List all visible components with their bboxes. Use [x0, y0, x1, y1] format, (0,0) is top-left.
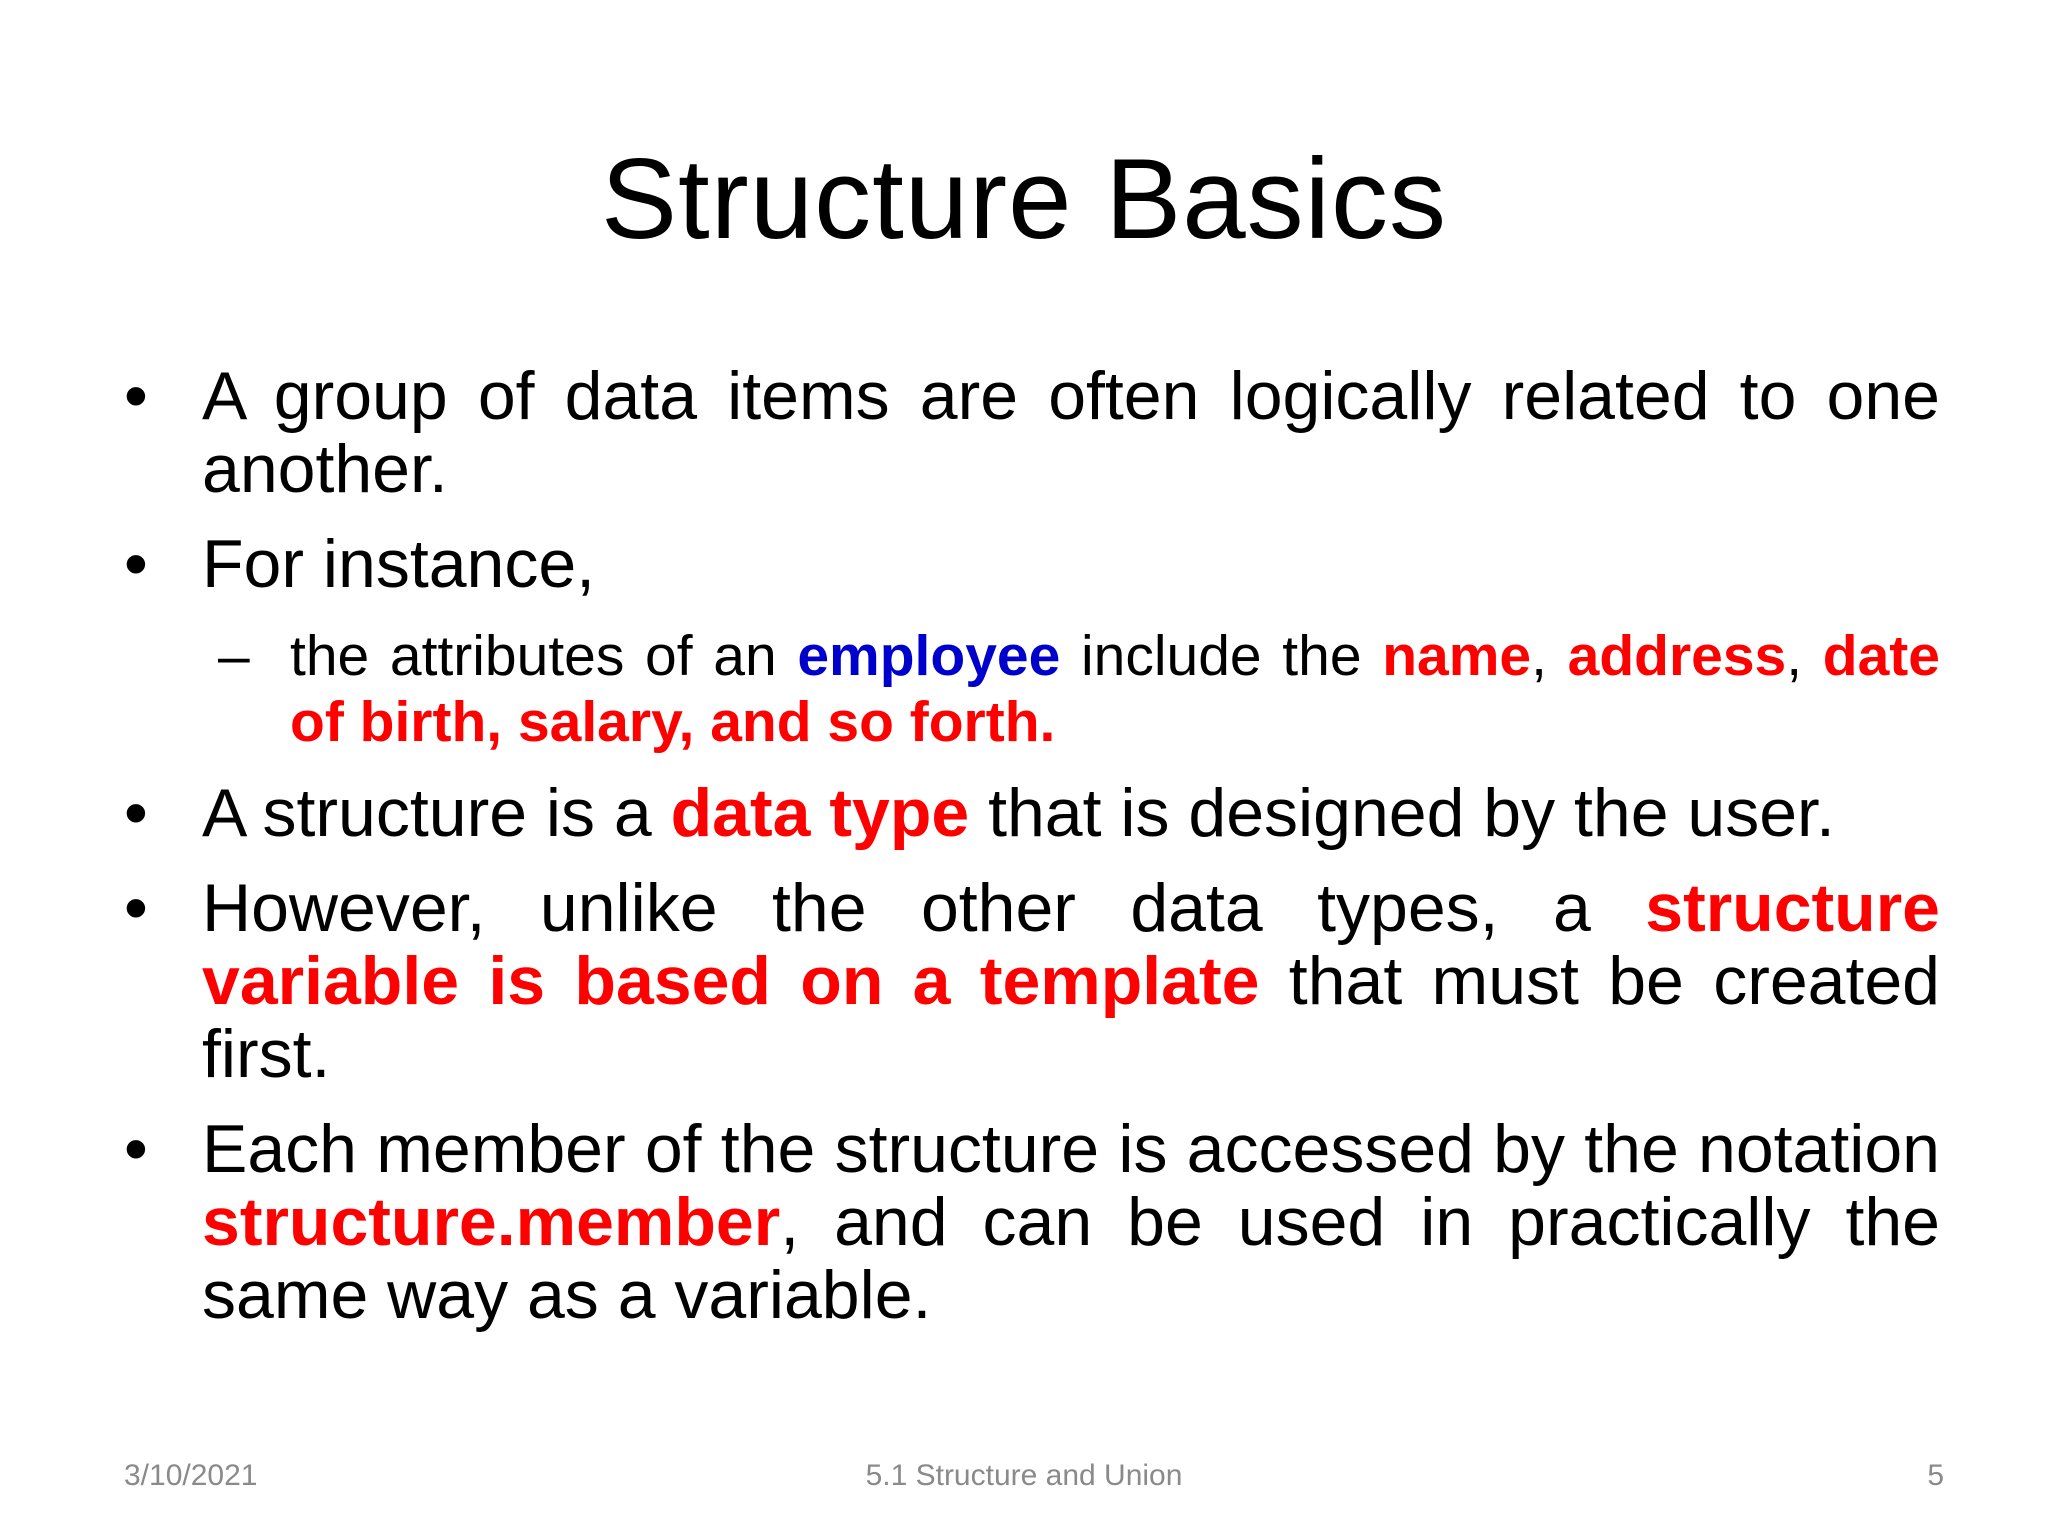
slide-title: Structure Basics [601, 136, 1447, 263]
sub-text: include the [1060, 624, 1383, 688]
highlight-attributes: date of birth, salary, and so forth. [290, 624, 1940, 754]
bullet-text: that is designed by the user. [969, 775, 1835, 851]
sub-text: , [1786, 624, 1823, 688]
bullet-item [120, 360, 1940, 506]
bullet-dot-icon: • [124, 1111, 148, 1187]
highlight-address: address [1567, 624, 1787, 688]
footer-title: 5.1 Structure and Union [865, 1459, 1183, 1492]
bullet-text: A group of data items are often logically related to one another. [202, 358, 1940, 507]
bullet-text: , and can be used in practically the same way as a variable. [202, 1184, 1940, 1333]
bullet-dot-icon: • [124, 870, 148, 946]
bullet-dot-icon: • [124, 358, 148, 434]
highlight-data-type: data type [670, 775, 970, 851]
highlight-structure-member: structure.member [202, 1184, 781, 1260]
bullet-text: that must be created first. [202, 943, 1940, 1092]
dash-bullet-icon: – [218, 624, 250, 688]
highlight-employee: employee [797, 624, 1061, 688]
bullet-item [120, 872, 1940, 1091]
highlight-structure-variable: structure variable is based on a template [202, 870, 1940, 1019]
bullet-dot-icon: • [124, 526, 148, 602]
highlight-name: name [1382, 624, 1532, 688]
bullet-item [120, 777, 1940, 850]
bullet-text: For instance, [202, 526, 596, 602]
bullet-text: A structure is a [202, 775, 671, 851]
bullet-text: Each member of the structure is accessed by the notation [202, 1111, 1940, 1187]
slide-content [120, 360, 1940, 1354]
bullet-item [120, 528, 1940, 601]
bullet-item [120, 1113, 1940, 1332]
sub-text: the attributes of an [290, 624, 798, 688]
footer-date: 3/10/2021 [124, 1459, 258, 1492]
footer-page-number: 5 [1927, 1459, 1944, 1492]
sub-bullet-item [120, 623, 1940, 755]
bullet-dot-icon: • [124, 775, 148, 851]
sub-text: , [1531, 624, 1568, 688]
bullet-text: However, unlike the other data types, a [202, 870, 1646, 946]
